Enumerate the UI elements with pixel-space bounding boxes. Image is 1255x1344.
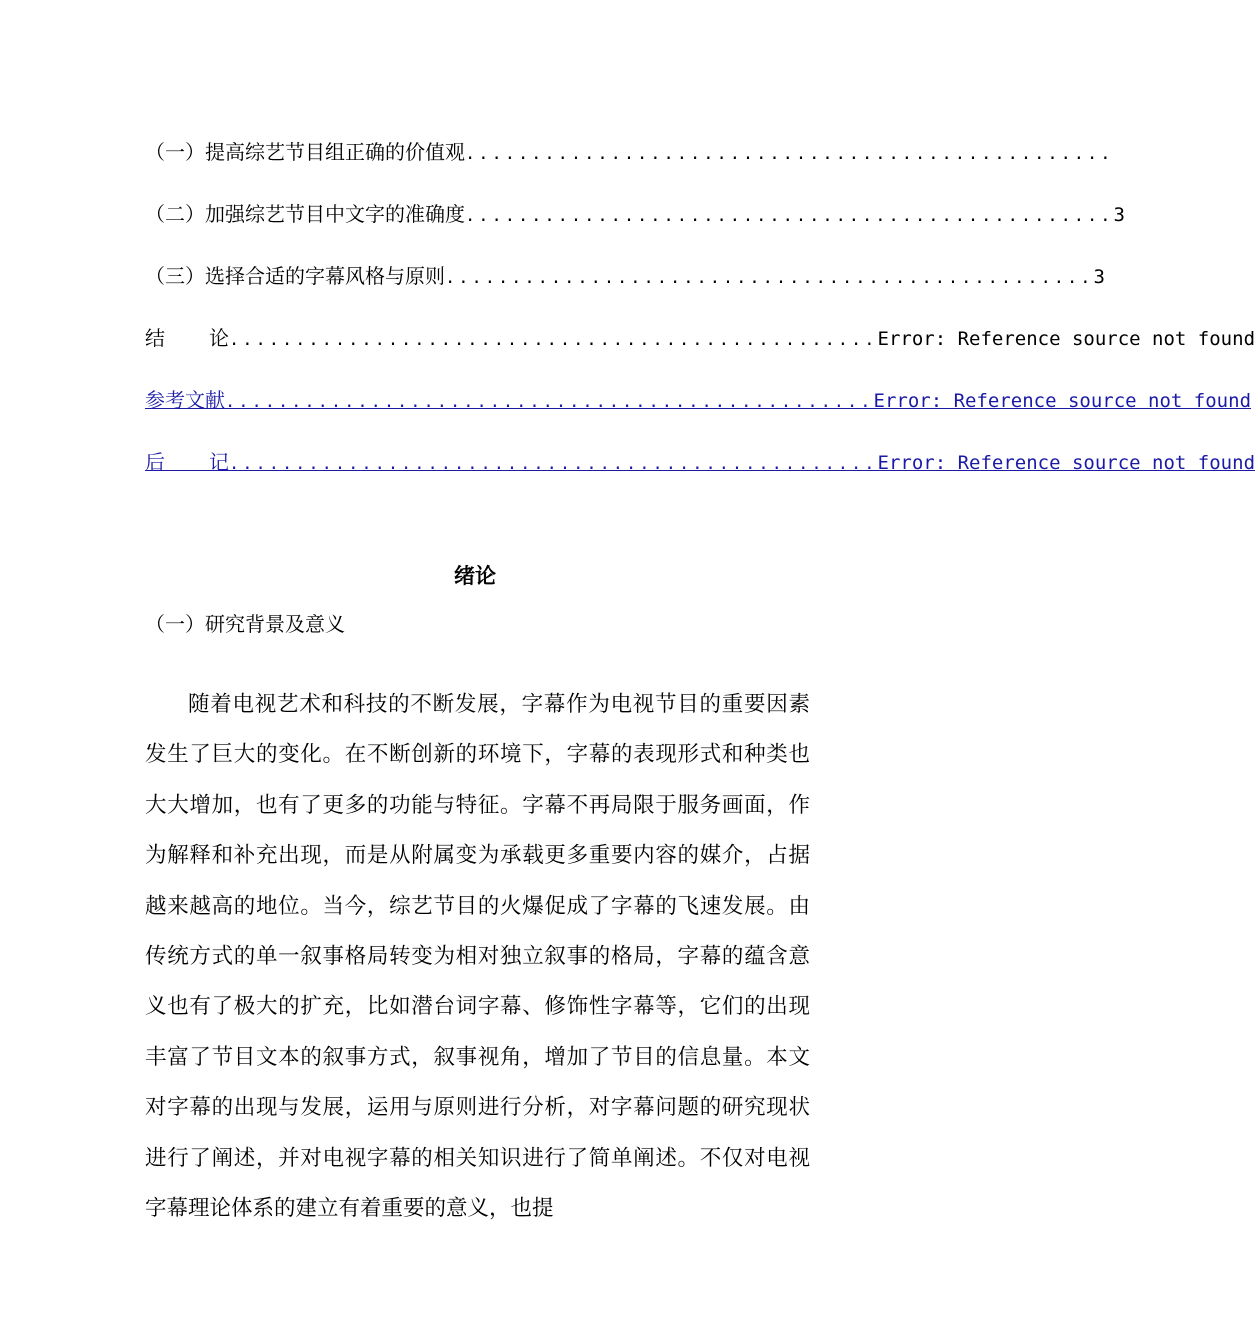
toc-entry-title: （三）选择合适的字幕风格与原则 bbox=[145, 264, 445, 288]
toc-entry-page: Error: Reference source not found bbox=[873, 390, 1252, 412]
toc-link-afterword[interactable] bbox=[145, 442, 1255, 504]
toc-dot-leader: ................................................. bbox=[465, 206, 1114, 226]
toc-entry-page: Error: Reference source not found bbox=[877, 328, 1255, 350]
table-of-contents bbox=[145, 132, 1255, 504]
toc-entry-title: 参考文献 bbox=[145, 388, 225, 412]
subsection-heading: （一）研究背景及意义 bbox=[145, 612, 345, 636]
toc-link-references[interactable] bbox=[145, 380, 1252, 442]
toc-dot-leader: ................................................. bbox=[229, 330, 878, 350]
toc-entry-page: Error: Reference source not found bbox=[877, 452, 1255, 474]
section-heading: 绪论 bbox=[454, 564, 496, 588]
body-paragraph: 随着电视艺术和科技的不断发展，字幕作为电视节目的重要因素发生了巨大的变化。在不断创新的环境下，字幕的表现形式和种类也大大增加，也有了更多的功能与特征。字幕不再局限于服务画面，作为解释和补充出现，而是从附属变为承载更多重要内容的媒介，占据越来越高的地位。当今，综艺节目的火爆促成了字幕的飞速发展。由传统方式的单一叙事格局转变为相对独立叙事的格局，字幕的蕴含意义也有了极大的扩充，比如潜台词字幕、修饰性字幕等，它们的出现丰富了节目文本的叙事方式，叙事视角，增加了节目的信息量。本文对字幕的出现与发展，运用与原则进行分析，对字幕问题的研究现状进行了阐述，并对电视字幕的相关知识进行了简单阐述。不仅对电视字幕理论体系的建立有着重要的意义，也提 bbox=[145, 692, 810, 1222]
toc-entry-title: （二）加强综艺节目中文字的准确度 bbox=[145, 202, 465, 226]
toc-entry[interactable] bbox=[145, 132, 1114, 194]
toc-entry-page: 3 bbox=[1113, 204, 1125, 226]
toc-entry-title: （一）提高综艺节目组正确的价值观 bbox=[145, 140, 465, 164]
toc-entry-title: 结论 bbox=[145, 326, 229, 350]
toc-dot-leader: ................................................. bbox=[229, 454, 878, 474]
toc-dot-leader: ................................................. bbox=[465, 144, 1114, 164]
toc-entry-conclusion[interactable] bbox=[145, 318, 1255, 380]
toc-dot-leader: ................................................. bbox=[445, 268, 1094, 288]
toc-entry[interactable] bbox=[145, 194, 1125, 256]
toc-dot-leader: ................................................. bbox=[225, 392, 874, 412]
toc-entry[interactable] bbox=[145, 256, 1105, 318]
toc-entry-page: 3 bbox=[1093, 266, 1105, 288]
toc-entry-title: 后记 bbox=[145, 450, 229, 474]
